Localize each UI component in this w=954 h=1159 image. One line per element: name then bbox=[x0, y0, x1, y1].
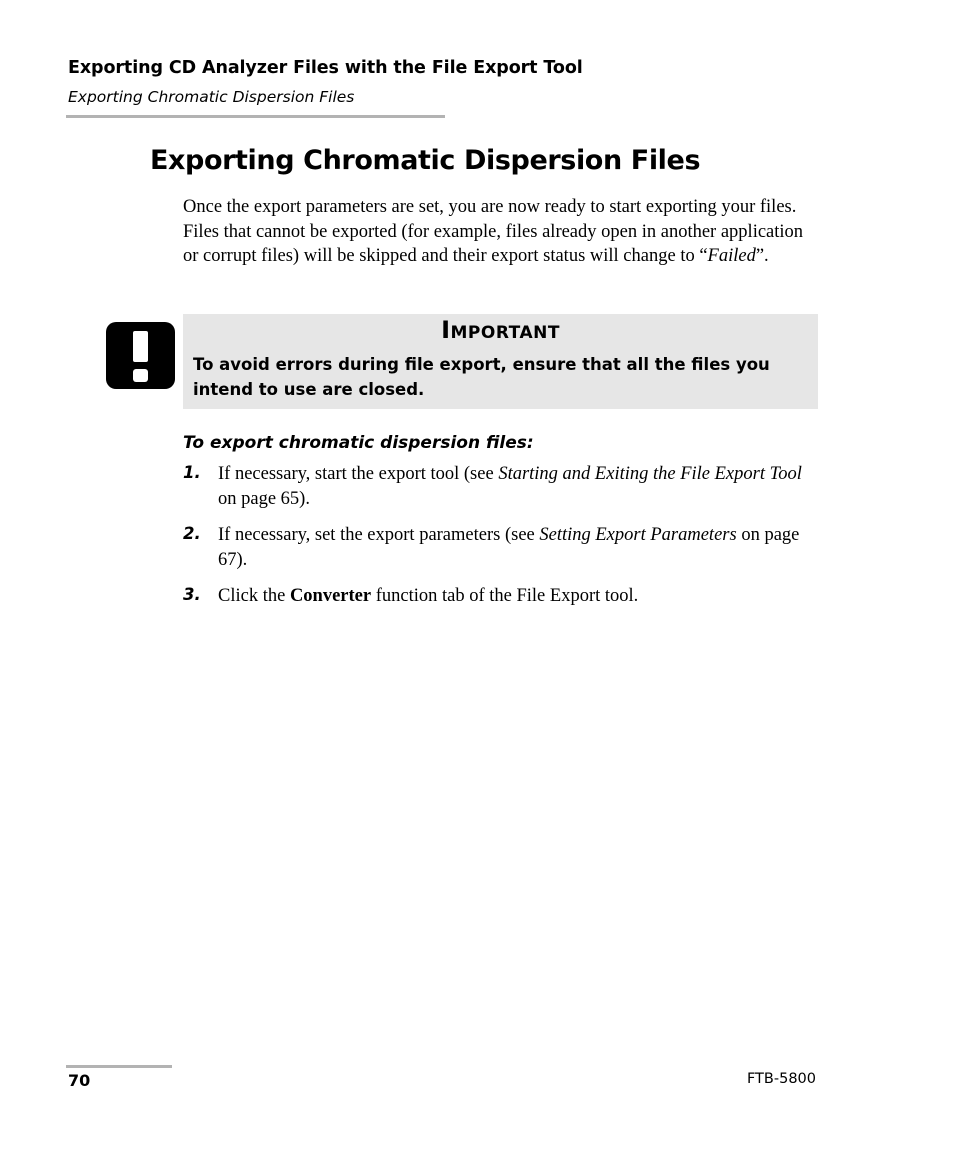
exclamation-dot bbox=[133, 369, 148, 382]
header-rule bbox=[66, 115, 445, 118]
important-title: Important bbox=[441, 316, 560, 344]
step-text-start: If necessary, start the export tool (see bbox=[218, 464, 499, 484]
step-text-start: Click the bbox=[218, 586, 290, 606]
step-crossref-link[interactable]: Setting Export Parameters bbox=[539, 525, 737, 545]
step-text bbox=[218, 523, 818, 572]
intro-text-end: ”. bbox=[755, 246, 769, 267]
product-model: FTB-5800 bbox=[746, 1071, 816, 1087]
exclamation-icon bbox=[106, 322, 175, 389]
step-text-start: If necessary, set the export parameters (see bbox=[218, 525, 540, 545]
step-ui-term: Converter bbox=[289, 586, 372, 606]
important-text: To avoid errors during file export, ensure that all the files you intend to use are closed. bbox=[193, 355, 770, 399]
step-text-end: on page 67). bbox=[218, 525, 800, 570]
step-text-end: function tab of the File Export tool. bbox=[371, 586, 639, 606]
step-number: 3. bbox=[183, 585, 201, 604]
step-crossref-link[interactable]: Starting and Exiting the File Export Tool bbox=[498, 464, 802, 484]
running-header-subtitle: Exporting Chromatic Dispersion Files bbox=[68, 88, 355, 106]
section-heading: Exporting Chromatic Dispersion Files bbox=[150, 145, 701, 176]
running-header-title: Exporting CD Analyzer Files with the File Export Tool bbox=[68, 58, 583, 78]
step-text bbox=[218, 462, 818, 511]
intro-paragraph bbox=[183, 195, 823, 269]
step-number: 2. bbox=[183, 524, 201, 543]
important-callout bbox=[183, 314, 818, 409]
step-text-end: on page 65). bbox=[218, 488, 310, 509]
step-number: 1. bbox=[183, 463, 201, 482]
intro-text-start: Once the export parameters are set, you are now ready to start exporting your files. Files that cannot be exported (for example, files already open in another application or corrupt files) will be skipped and their export status will change to “ bbox=[183, 197, 804, 267]
intro-failed-status: Failed bbox=[707, 246, 756, 267]
procedure-title: To export chromatic dispersion files: bbox=[183, 433, 534, 453]
footer-rule bbox=[66, 1065, 172, 1068]
page-number: 70 bbox=[68, 1071, 91, 1090]
exclamation-bar bbox=[133, 331, 148, 362]
step-text bbox=[218, 584, 818, 609]
